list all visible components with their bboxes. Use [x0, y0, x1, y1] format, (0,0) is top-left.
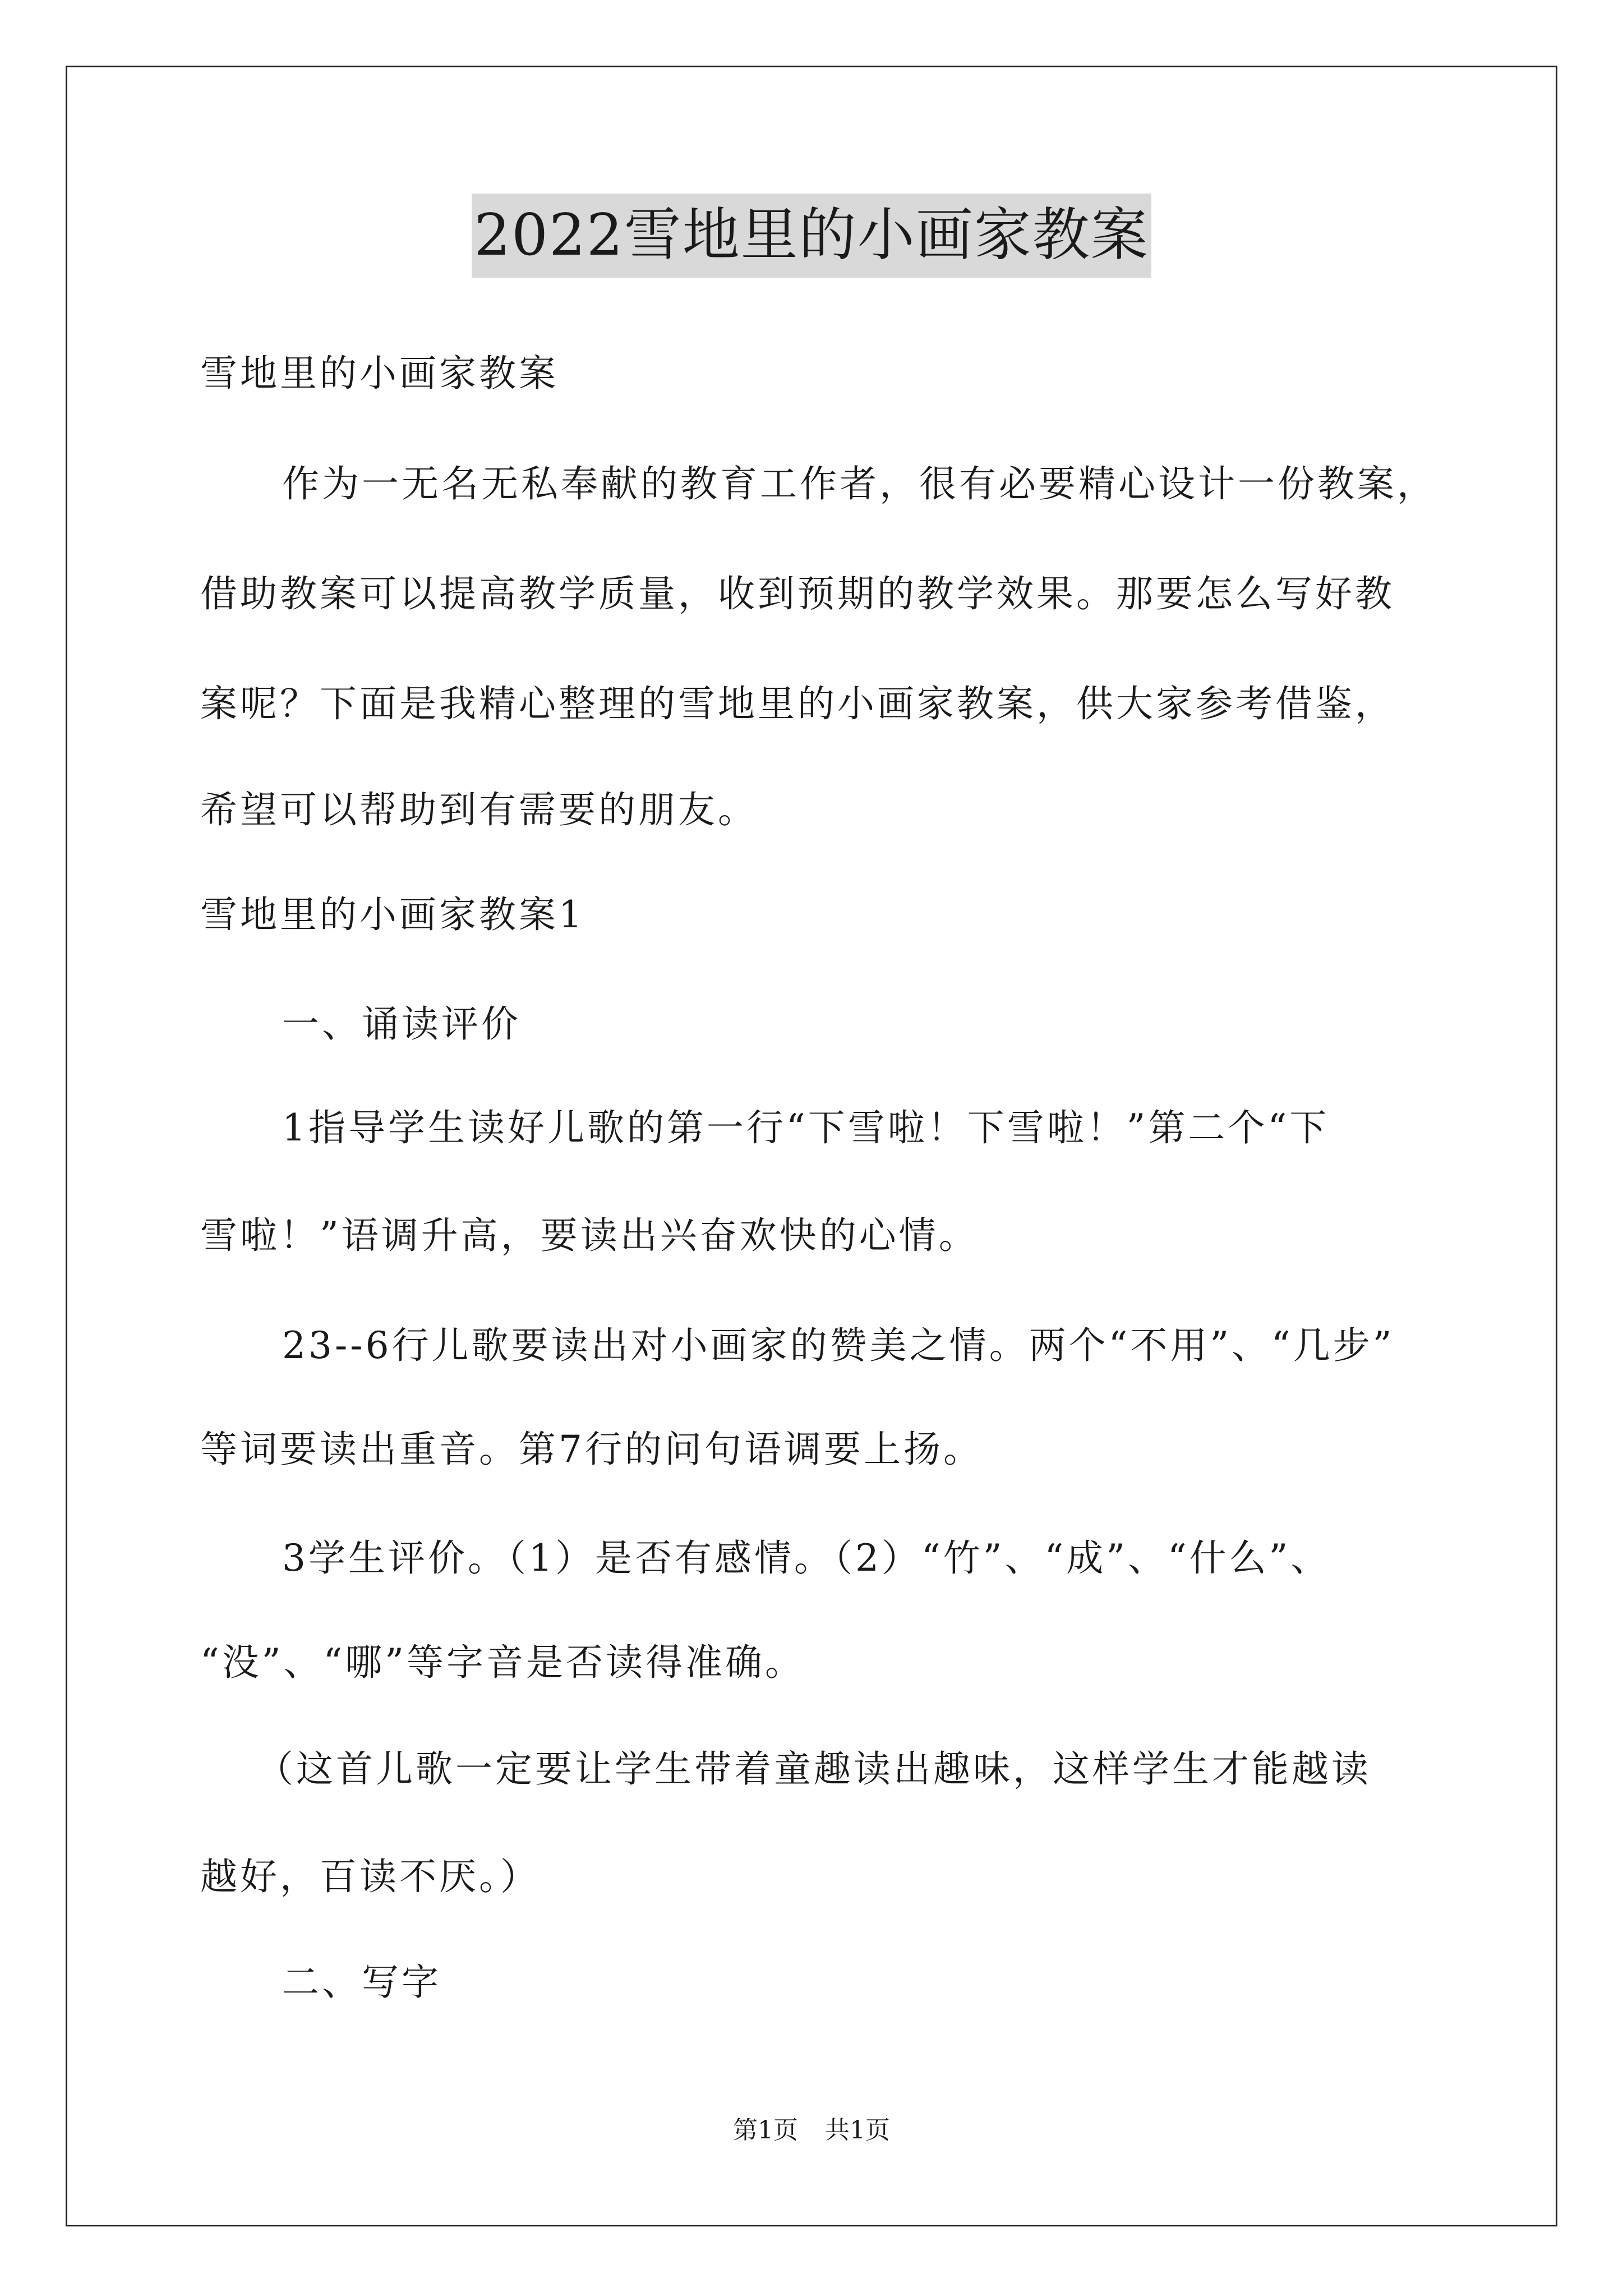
title-container — [0, 194, 1623, 278]
paragraph-line: “没”、“哪”等字音是否读得准确。 — [200, 1641, 805, 1684]
paragraph-line: 等词要读出重音。第7行的问句语调要上扬。 — [200, 1428, 983, 1471]
paragraph-line: 3学生评价。（1）是否有感情。（2）“竹”、“成”、“什么”、 — [282, 1536, 1331, 1580]
section-heading: 雪地里的小画家教案1 — [200, 893, 585, 936]
page-footer — [0, 2114, 1623, 2147]
paragraph-line: （这首儿歌一定要让学生带着童趣读出趣味，这样学生才能越读 — [256, 1747, 1371, 1791]
doc-subtitle: 雪地里的小画家教案 — [200, 352, 559, 395]
subsection-heading: 一、诵读评价 — [282, 1002, 521, 1046]
paragraph-line: 借助教案可以提高教学质量，收到预期的教学效果。那要怎么写好教 — [200, 572, 1395, 615]
subsection-heading: 二、写字 — [282, 1961, 441, 2004]
paragraph-line: 希望可以帮助到有需要的朋友。 — [200, 788, 758, 831]
page-total: 共1页 — [825, 2116, 890, 2145]
paragraph-line: 案呢？下面是我精心整理的雪地里的小画家教案，供大家参考借鉴， — [200, 682, 1395, 725]
paragraph-line: 1指导学生读好儿歌的第一行“下雪啦！下雪啦！”第二个“下 — [282, 1106, 1330, 1149]
paragraph-line: 雪啦！”语调升高，要读出兴奋欢快的心情。 — [200, 1214, 979, 1257]
page-number: 第1页 — [733, 2116, 798, 2145]
paragraph-line: 越好，百读不厌。） — [200, 1855, 540, 1898]
paragraph-line: 作为一无名无私奉献的教育工作者，很有必要精心设计一份教案， — [282, 462, 1437, 505]
paragraph-line: 23--6行儿歌要读出对小画家的赞美之情。两个“不用”、“几步” — [282, 1324, 1395, 1367]
document-title: 2022雪地里的小画家教案 — [472, 194, 1151, 278]
